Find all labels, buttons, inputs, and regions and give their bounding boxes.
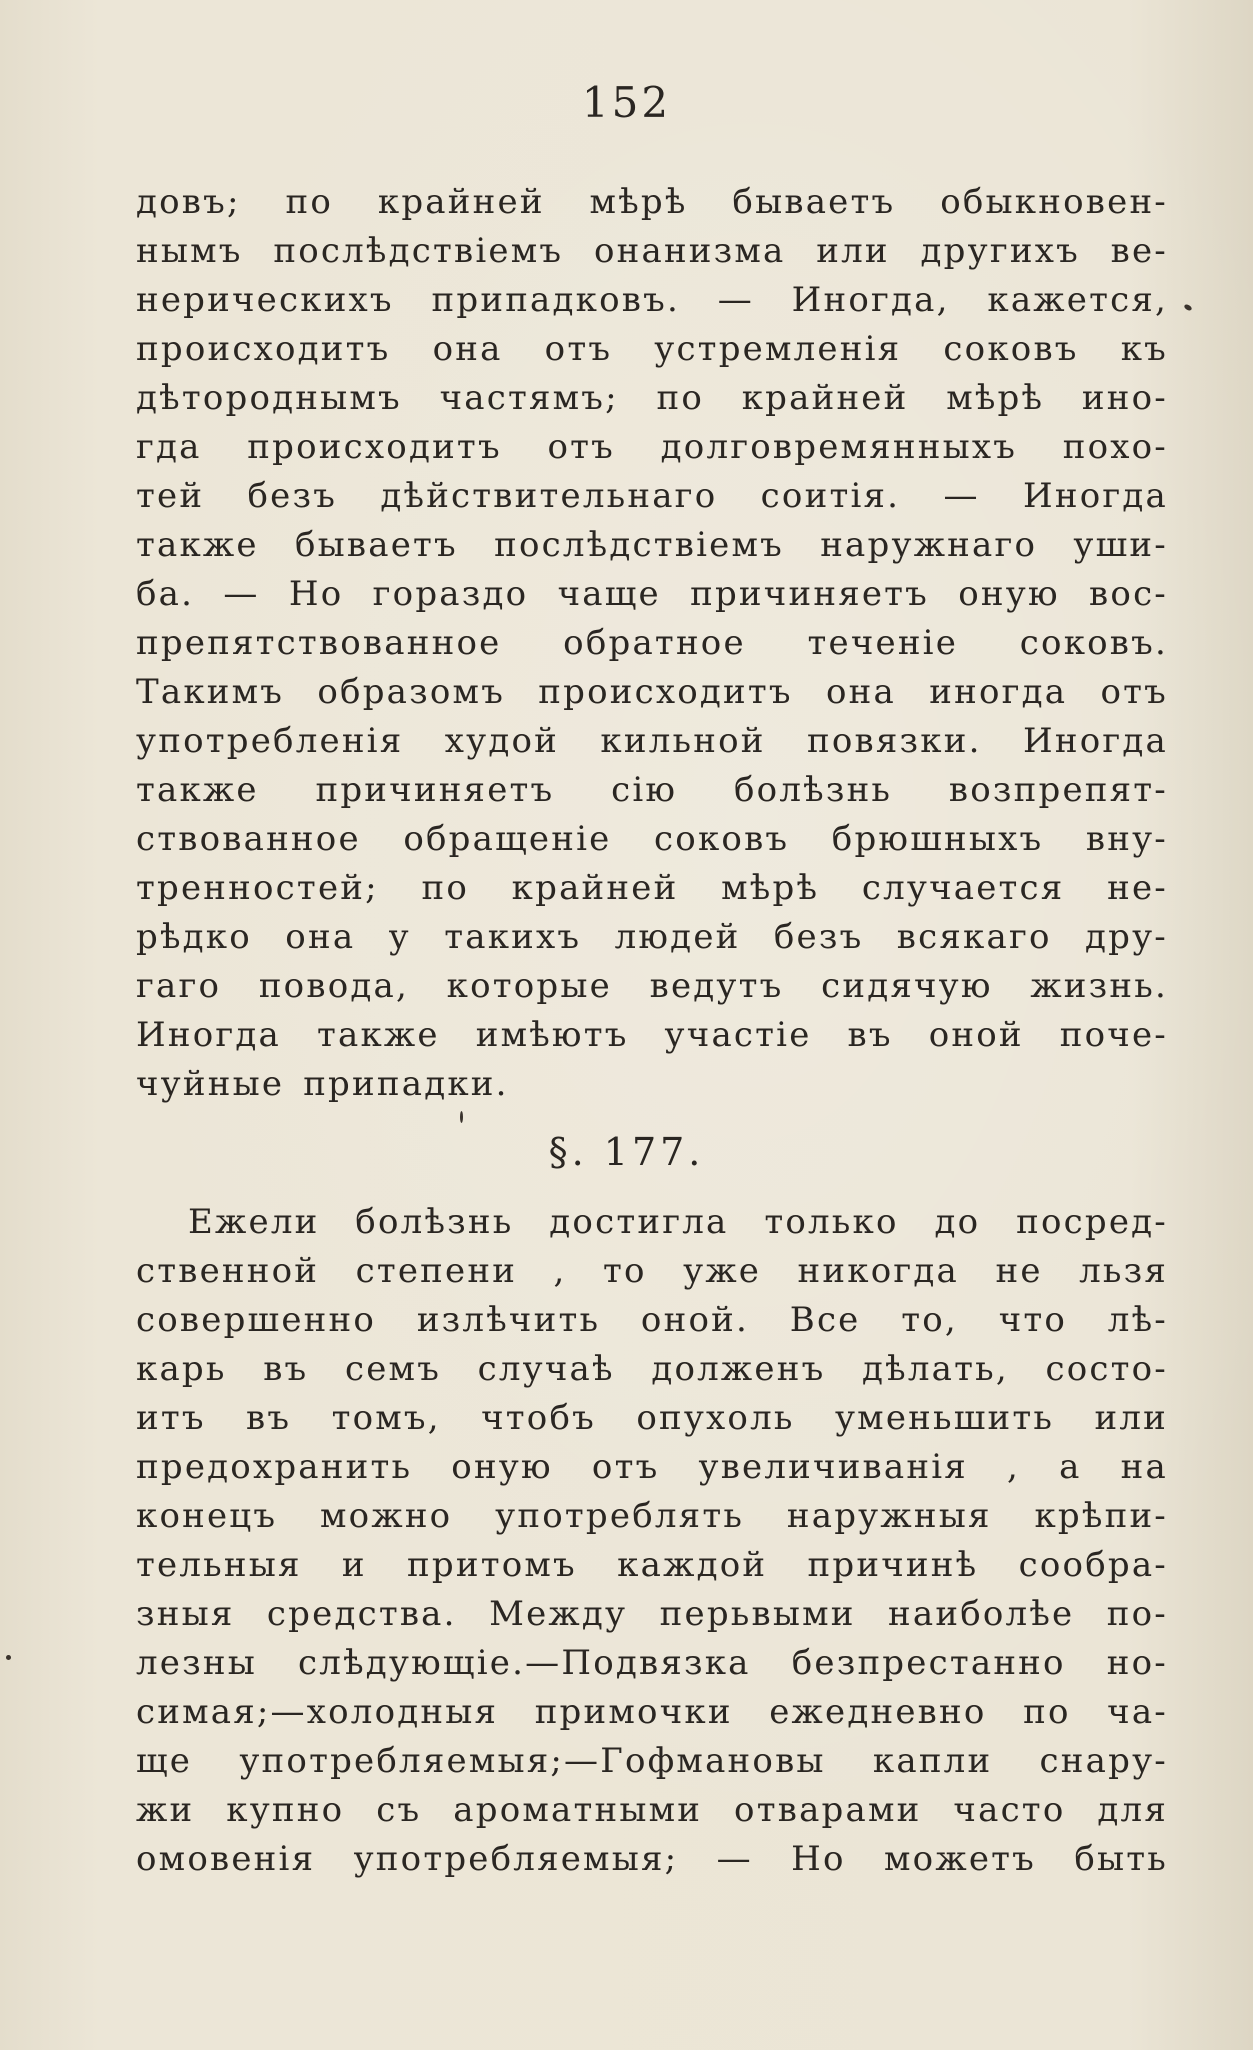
section-heading: §. 177. [548, 1130, 705, 1174]
paragraph-2 [136, 1198, 1168, 1884]
text-line: ще употребляемыя;—Гофмановы капли снару- [136, 1741, 1168, 1781]
text-line: итъ въ томъ, чтобъ опухоль уменьшить или [136, 1398, 1168, 1438]
text-line: омовенія употребляемыя; — Но можетъ быть [136, 1839, 1168, 1879]
ink-speck [1183, 303, 1192, 311]
text-line: конецъ можно употреблять наружныя крѣпи- [136, 1496, 1168, 1536]
text-line: употребленія худой кильной повязки. Иногда [136, 721, 1168, 761]
text-line: совершенно излѣчить оной. Все то, что лѣ- [136, 1300, 1168, 1340]
text-line: Иногда также имѣютъ участіе въ оной поче- [136, 1015, 1168, 1055]
text-line: тельныя и притомъ каждой причинѣ сообра- [136, 1545, 1168, 1585]
paragraph-1 [136, 178, 1168, 1109]
text-line: нымъ послѣдствіемъ онанизма или другихъ ве- [136, 231, 1168, 271]
text-line: карь въ семъ случаѣ долженъ дѣлать, состо- [136, 1349, 1168, 1389]
page-number: 152 [581, 78, 672, 127]
text-line: жи купно съ ароматными отварами часто для [136, 1790, 1168, 1830]
text-line: тей безъ дѣйствительнаго соитія. — Иногда [136, 476, 1168, 516]
text-line: симая;—холодныя примочки ежедневно по ча- [136, 1692, 1168, 1732]
text-line: предохранить оную отъ увеличиванія , а на [136, 1447, 1168, 1487]
ink-speck [460, 1111, 463, 1123]
text-line: тренностей; по крайней мѣрѣ случается не- [136, 868, 1168, 908]
text-line: лезны слѣдующіе.—Подвязка безпрестанно но- [136, 1643, 1168, 1683]
text-line: ствованное обращеніе соковъ брюшныхъ вну- [136, 819, 1168, 859]
ink-speck [6, 1655, 11, 1660]
text-line: также бываетъ послѣдствіемъ наружнаго уши- [136, 525, 1168, 565]
text-line: гаго повода, которые ведутъ сидячую жизнь. [136, 966, 1168, 1006]
text-line: ственной степени , то уже никогда не льзя [136, 1251, 1168, 1291]
text-line: гда происходитъ отъ долговремянныхъ похо- [136, 427, 1168, 467]
text-line: зныя средства. Между перьвыми наиболѣе по- [136, 1594, 1168, 1634]
text-line: происходитъ она отъ устремленія соковъ къ [136, 329, 1168, 369]
text-line: рѣдко она у такихъ людей безъ всякаго дру- [136, 917, 1168, 957]
text-line: ба. — Но гораздо чаще причиняетъ оную вос- [136, 574, 1168, 614]
text-line: также причиняетъ сію болѣзнь возпрепят- [136, 770, 1168, 810]
text-line: нерическихъ припадковъ. — Иногда, кажется, [136, 280, 1168, 320]
text-line: Ежели болѣзнь достигла только до посред- [188, 1202, 1168, 1242]
text-line: препятствованное обратное теченіе соковъ. [136, 623, 1168, 663]
text-line: Такимъ образомъ происходитъ она иногда отъ [136, 672, 1168, 712]
text-line: дѣторoднымъ частямъ; по крайней мѣрѣ ино- [136, 378, 1168, 418]
text-line: довъ; по крайней мѣрѣ бываетъ обыкновен- [136, 182, 1168, 222]
text-line: чуйные припадки. [136, 1064, 509, 1104]
